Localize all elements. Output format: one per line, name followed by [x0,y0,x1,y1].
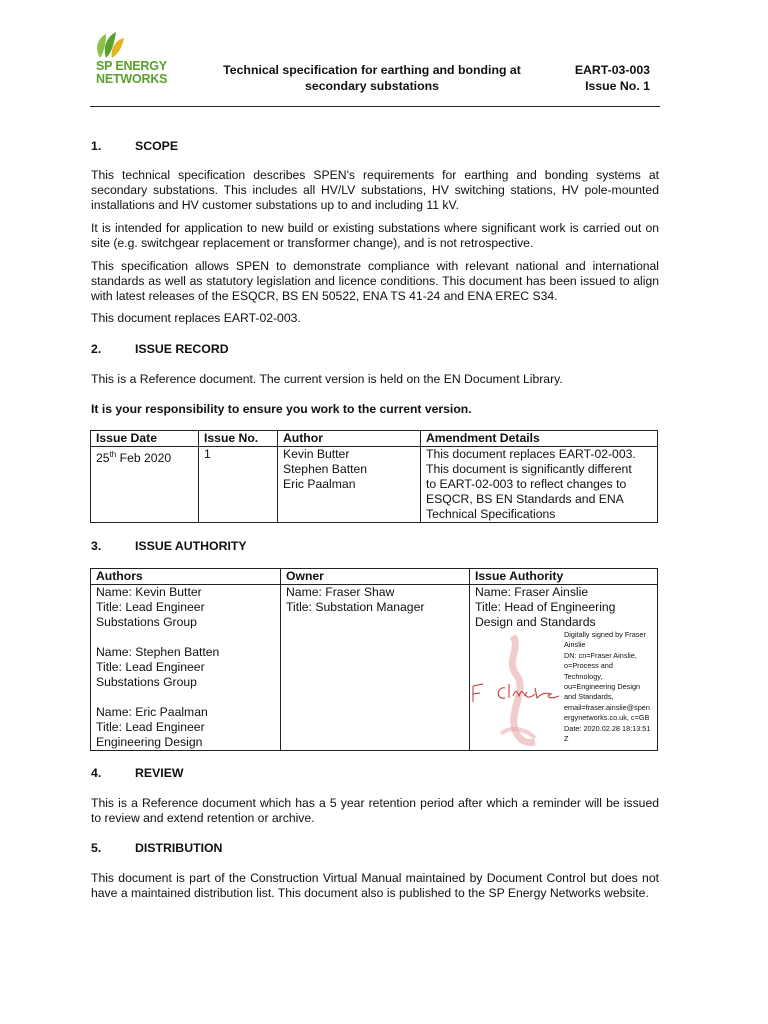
author-name: Name: Stephen Batten [96,645,220,659]
section-title: REVIEW [135,766,184,780]
date-suffix: th [109,450,117,459]
header-owner: Owner [281,569,470,585]
author-group: Substations Group [96,615,197,629]
owner-title: Title: Substation Manager [286,600,425,614]
section-2-heading [91,342,229,356]
table-header-row [91,431,658,447]
date-month-year: Feb 2020 [116,451,172,466]
section-number: 4. [91,766,102,780]
section-number: 5. [91,841,102,855]
author-title: Title: Lead Engineer [96,720,205,734]
section-number: 3. [91,539,102,553]
document-title [212,62,532,94]
table-header-row [91,569,658,585]
sig-line: o=Process and [564,661,613,671]
distribution-paragraph: This document is part of the Construction Virtual Manual maintained by Document Control but does not have a maintained distribution list. This document also is published to the SP Energy Networks website. [91,871,659,900]
table-row [91,447,658,523]
amendment-line: This document replaces EART-02-003. [426,447,636,461]
header-divider [90,106,660,107]
section-title: ISSUE RECORD [135,342,229,356]
section-3-heading [91,539,247,553]
amendment-line: This document is significantly different [426,462,632,476]
authors-cell [91,585,281,751]
scope-paragraph-1: This technical specification describes SPEN's requirements for earthing and bonding systems at secondary substations. This includes all HV/LV substations, HV switching stations, HV pole-mounted installations and HV customer substations up to and including 11 kV. [91,168,659,212]
logo-line2: NETWORKS [96,71,168,86]
header-authors: Authors [91,569,281,585]
section-title: ISSUE AUTHORITY [135,539,247,553]
issue-no-cell: 1 [199,447,278,523]
issue-date-cell [91,447,199,523]
author-name: Stephen Batten [283,462,368,476]
title-line2: secondary substations [305,79,439,93]
logo-line1: SP ENERGY [96,59,167,73]
section-number: 1. [91,139,102,153]
review-paragraph: This is a Reference document which has a 5 year retention period after which a reminder will be issued to review and extend retention or archive. [91,796,659,825]
author-name: Kevin Butter [283,447,350,461]
header-author: Author [278,431,421,447]
author-name: Name: Eric Paalman [96,705,208,719]
digital-signature [465,630,660,748]
section-1-heading [91,139,178,153]
scope-paragraph-3: This specification allows SPEN to demonstrate compliance with relevant national and international standards as well as statutory legislation and licence conditions. This document has been issued to align with latest releases of the ESQCR, BS EN 50522, ENA TS 41-24 and ENA EREC S34. [91,259,659,303]
section-4-heading [91,766,184,780]
sig-line: ergynetworks.co.uk, c=GB [564,713,650,723]
author-title: Title: Lead Engineer [96,600,205,614]
authority-name: Name: Fraser Ainslie [475,585,589,599]
leaf-icon [92,30,192,62]
document-reference [540,62,650,94]
issue-record-table [90,430,658,523]
amendment-line: ESQCR, BS EN Standards and ENA [426,492,624,506]
sig-line: email=fraser.ainslie@spen [564,702,650,712]
issue-record-paragraph: This is a Reference document. The current version is held on the EN Document Library. [91,372,563,386]
signature-details [564,630,662,744]
header-issue-no: Issue No. [199,431,278,447]
author-group: Engineering Design [96,735,203,749]
authority-title: Title: Head of Engineering [475,600,616,614]
section-5-heading [91,841,222,855]
sig-line: and Standards, [564,692,614,702]
sig-line: ou=Engineering Design [564,682,641,692]
owner-cell [281,585,470,751]
signature-graphic [465,630,565,748]
authority-dept: Design and Standards [475,615,596,629]
sig-line: Ainslie [564,640,586,650]
header-issue-authority: Issue Authority [470,569,658,585]
header-amendment-details: Amendment Details [421,431,658,447]
author-title: Title: Lead Engineer [96,660,205,674]
title-line1: Technical specification for earthing and bonding at [223,63,521,77]
header-issue-date: Issue Date [91,431,199,447]
amendment-line: Technical Specifications [426,507,556,521]
logo-text [96,60,167,85]
section-number: 2. [91,342,102,356]
amendment-line: to EART-02-003 to reflect changes to [426,477,627,491]
author-name: Eric Paalman [283,477,356,491]
scope-paragraph-4: This document replaces EART-02-003. [91,311,301,325]
sig-line: Date: 2020.02.28 18:13:51 [564,723,651,733]
sig-line: Z [564,734,569,744]
responsibility-notice: It is your responsibility to ensure you work to the current version. [91,402,472,416]
author-group: Substations Group [96,675,197,689]
sig-line: Technology, [564,671,603,681]
scope-paragraph-2: It is intended for application to new build or existing substations where significant work is carried out on site (e.g. switchgear replacement or transformer change), and is not retrospective. [91,221,659,250]
section-title: SCOPE [135,139,179,153]
owner-name: Name: Fraser Shaw [286,585,395,599]
author-cell [278,447,421,523]
sig-line: Digitally signed by Fraser [564,630,646,639]
author-name: Name: Kevin Butter [96,585,202,599]
section-title: DISTRIBUTION [135,841,223,855]
doc-ref: EART-03-003 [574,63,650,77]
date-day: 25 [96,451,110,466]
amendment-cell [421,447,658,523]
sig-line: DN: cn=Fraser Ainslie, [564,650,637,660]
issue-number: Issue No. 1 [585,79,650,93]
